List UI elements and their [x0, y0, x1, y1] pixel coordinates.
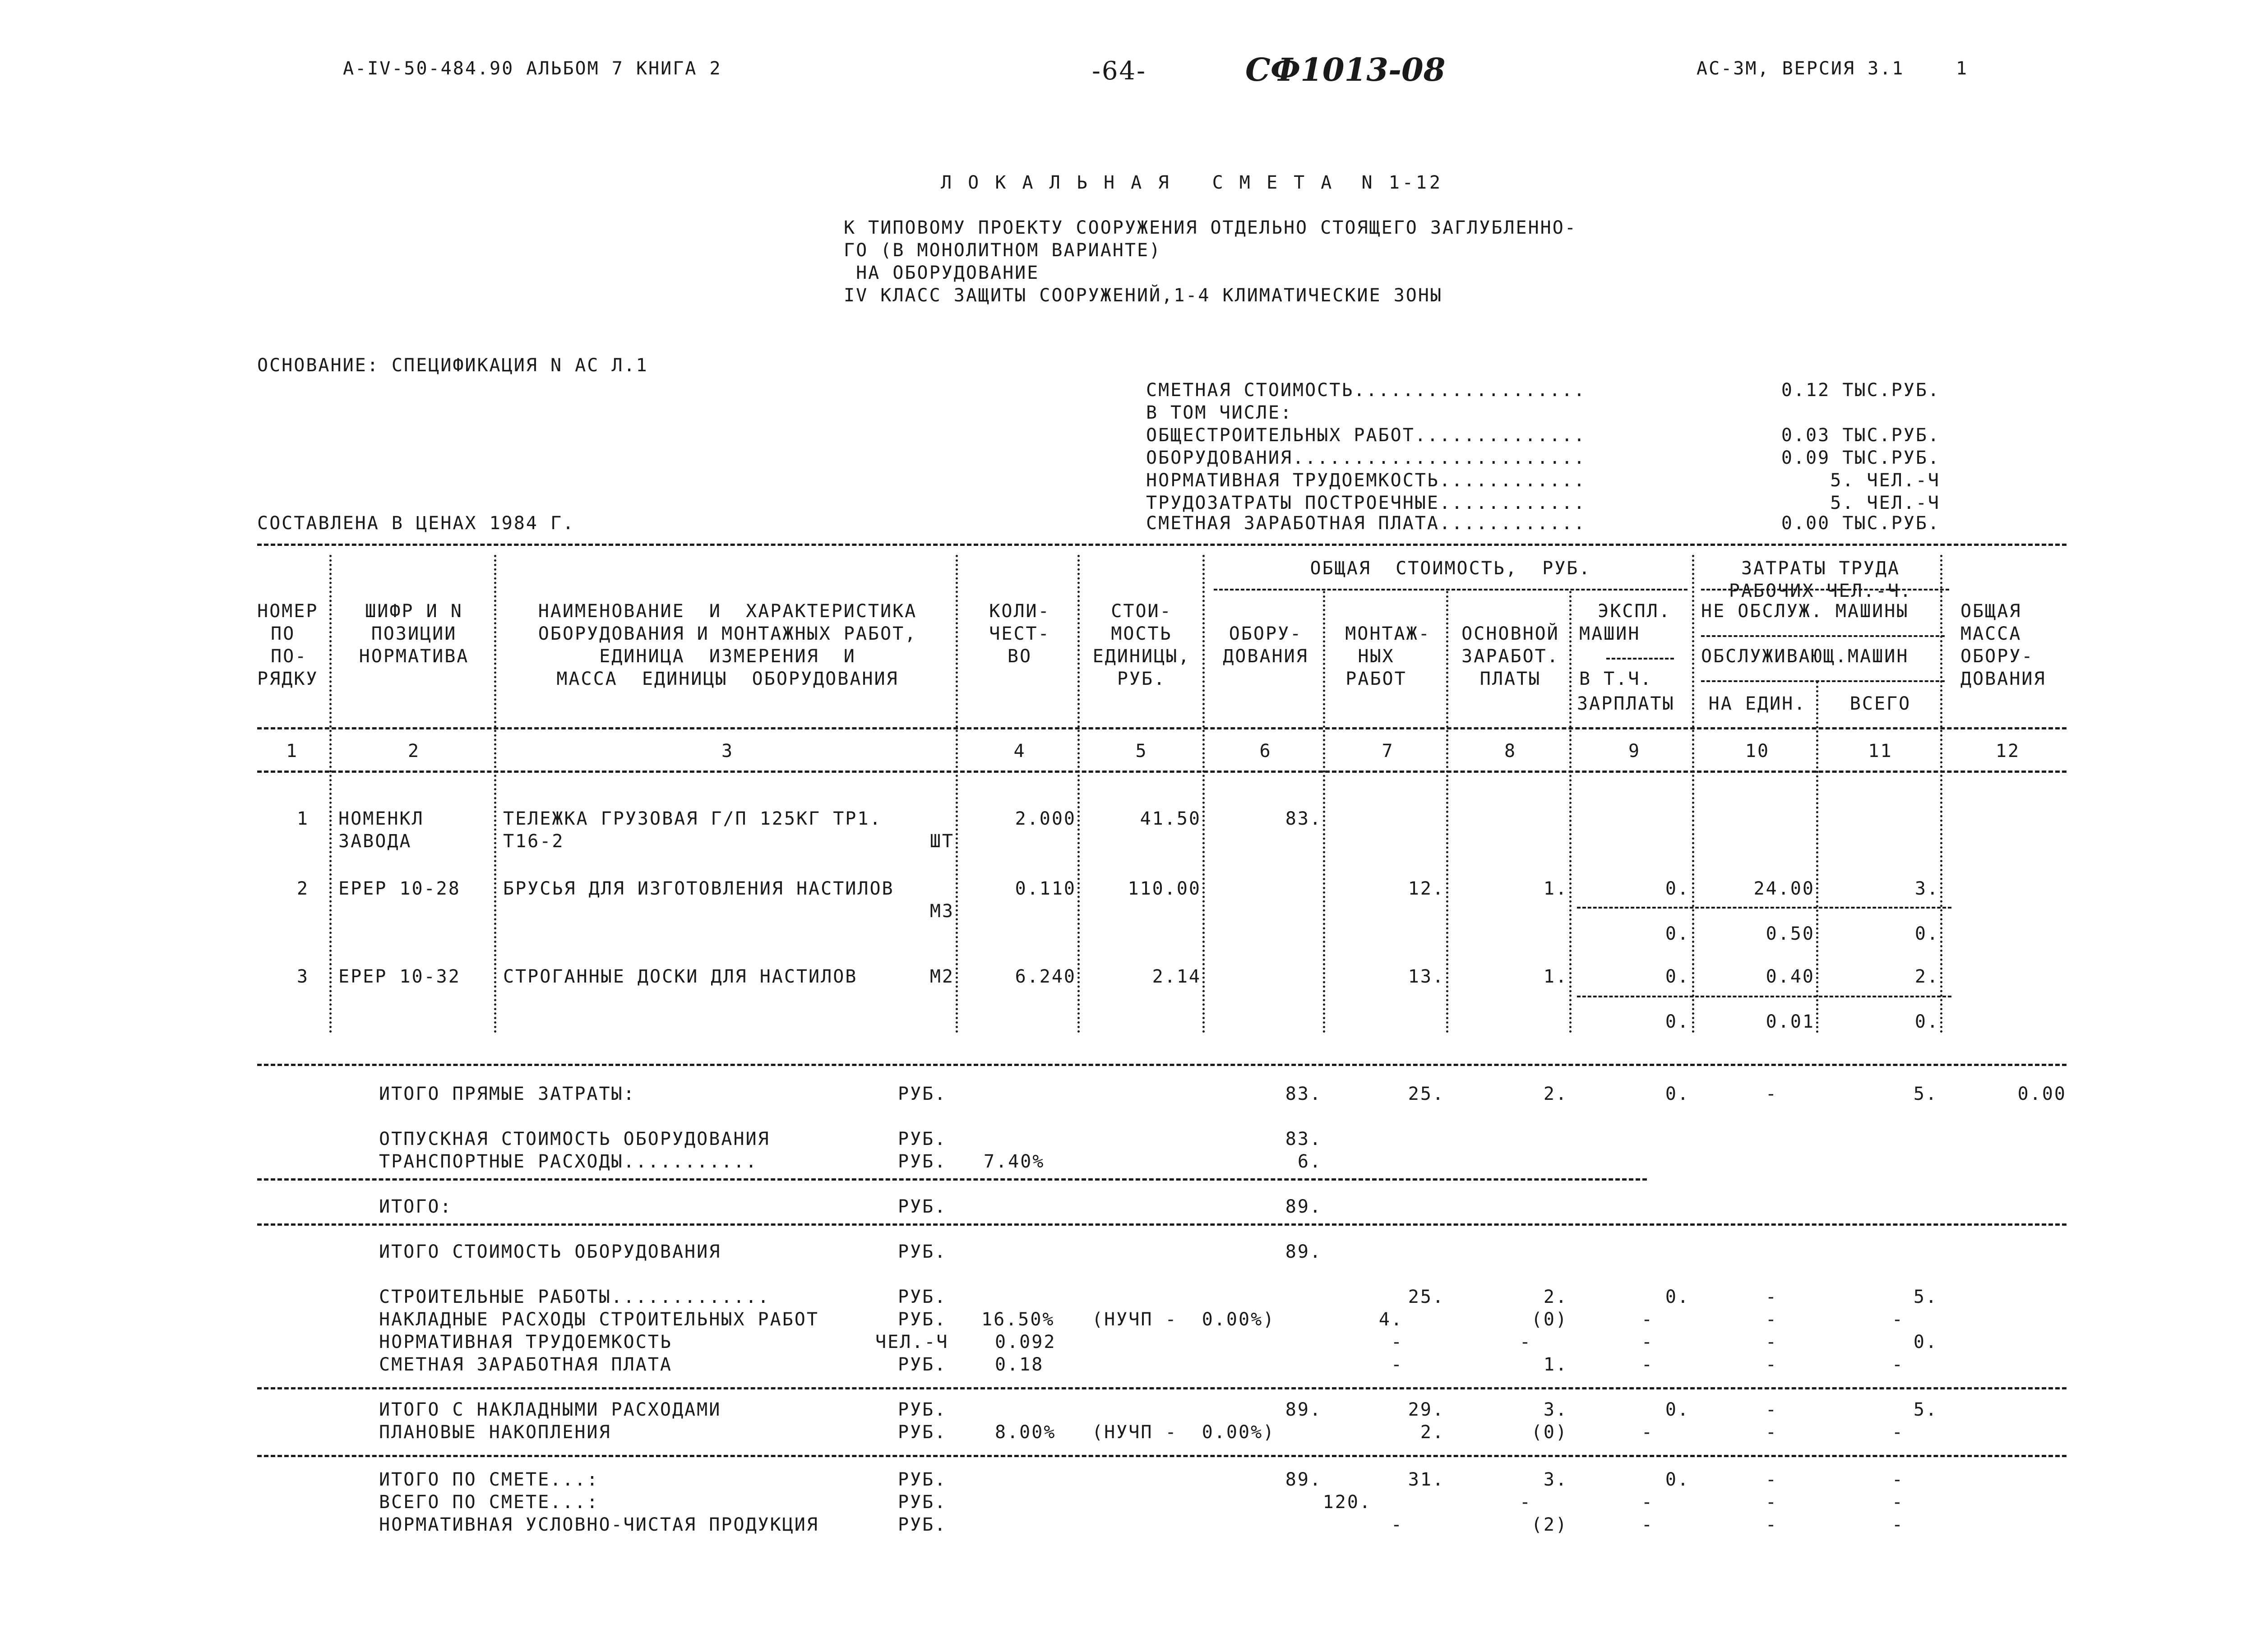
header-col6: ОБОРУ-: [1229, 623, 1303, 644]
table-rule: [257, 1223, 2066, 1226]
row-total-labor: 2.: [1914, 966, 1939, 987]
header-col8: ПЛАТЫ: [1479, 669, 1541, 689]
totals-base: (2): [1531, 1514, 1568, 1535]
totals-unit-labor: -: [1765, 1422, 1778, 1443]
totals-equip: 83.: [1285, 1129, 1322, 1149]
row-qty: 2.000: [1015, 808, 1076, 829]
totals-mach: 0.: [1665, 1084, 1690, 1104]
header-col4: ЧЕСТ-: [989, 623, 1050, 644]
totals-mont: -: [1391, 1514, 1403, 1535]
title-line: НА ОБОРУДОВАНИЕ: [844, 263, 1040, 283]
totals-mach: 0.: [1665, 1399, 1690, 1420]
totals-total-labor: -: [1891, 1309, 1904, 1330]
header-col6: ДОВАНИЯ: [1223, 646, 1308, 667]
totals-unit: РУБ.: [898, 1492, 947, 1513]
column-separator: [1569, 591, 1577, 1033]
row-mont: 12.: [1408, 878, 1445, 899]
row-mach: 0.: [1665, 966, 1690, 987]
totals-total-labor: -: [1891, 1492, 1904, 1513]
row-sub-rule: [1577, 996, 1951, 997]
totals-unit: РУБ.: [898, 1129, 947, 1149]
totals-label: ВСЕГО ПО СМЕТЕ...:: [379, 1492, 599, 1513]
header-col9: ЭКСПЛ.: [1598, 601, 1671, 622]
row-equip: 83.: [1285, 808, 1322, 829]
header-col9: ЗАРПЛАТЫ: [1577, 693, 1675, 714]
row-sub-total-labor: 0.: [1914, 923, 1939, 944]
header-col8: ЗАРАБОТ.: [1461, 646, 1559, 667]
totals-mont: 2.: [1420, 1422, 1445, 1443]
column-number: 11: [1868, 741, 1893, 761]
row-sub-unit-labor: 0.01: [1766, 1011, 1815, 1032]
table-rule: [257, 544, 2066, 546]
totals-unit-labor: -: [1765, 1399, 1778, 1420]
row-price: 110.00: [1128, 878, 1201, 899]
header-col4: КОЛИ-: [989, 601, 1050, 622]
table-rule: [257, 1064, 2066, 1066]
summary-label: СМЕТНАЯ СТОИМОСТЬ...................: [1146, 380, 1586, 401]
column-number: 6: [1259, 741, 1272, 761]
header-sub-rule: [1606, 658, 1674, 660]
column-separator: [956, 555, 963, 1033]
totals-mach: 0.: [1665, 1469, 1690, 1490]
totals-label: ИТОГО:: [379, 1196, 453, 1217]
totals-total-labor: -: [1891, 1422, 1904, 1443]
row-number: 3: [296, 966, 309, 987]
totals-total-labor: 5.: [1913, 1084, 1938, 1104]
totals-unit-labor: -: [1765, 1469, 1778, 1490]
header-col5: ЕДИНИЦЫ,: [1092, 646, 1191, 667]
totals-label: НОРМАТИВНАЯ УСЛОВНО-ЧИСТАЯ ПРОДУКЦИЯ: [379, 1514, 819, 1535]
header-col9: МАШИН: [1579, 623, 1641, 644]
totals-mach: -: [1641, 1332, 1654, 1352]
totals-unit: РУБ.: [898, 1196, 947, 1217]
row-total-labor: 3.: [1914, 878, 1939, 899]
totals-label: ИТОГО С НАКЛАДНЫМИ РАСХОДАМИ: [379, 1399, 721, 1420]
row-sub-mach: 0.: [1665, 923, 1690, 944]
header-col5: СТОИ-: [1111, 601, 1172, 622]
totals-base: 2.: [1543, 1287, 1568, 1307]
row-name: БРУСЬЯ ДЛЯ ИЗГОТОВЛЕНИЯ НАСТИЛОВ: [503, 878, 894, 899]
header-labor-sub: ОБСЛУЖИВАЮЩ.МАШИН: [1701, 646, 1909, 667]
column-number: 5: [1135, 741, 1148, 761]
totals-mass: 0.00: [2017, 1084, 2066, 1104]
totals-base: -: [1519, 1332, 1532, 1352]
row-number: 1: [296, 808, 309, 829]
totals-label: СТРОИТЕЛЬНЫЕ РАБОТЫ.............: [379, 1287, 770, 1307]
totals-rate: 7.40%: [984, 1151, 1045, 1172]
header-col11: ВСЕГО: [1849, 693, 1911, 714]
table-rule: [257, 1387, 2066, 1389]
header-col12: МАССА: [1960, 623, 2022, 644]
compiled-prices: СОСТАВЛЕНА В ЦЕНАХ 1984 Г.: [257, 513, 575, 534]
totals-unit: РУБ.: [898, 1354, 947, 1375]
totals-unit-labor: -: [1765, 1492, 1778, 1513]
basis: ОСНОВАНИЕ: СПЕЦИФИКАЦИЯ N АС Л.1: [257, 355, 648, 376]
totals-label: ОТПУСКНАЯ СТОИМОСТЬ ОБОРУДОВАНИЯ: [379, 1129, 770, 1149]
totals-base: 2.: [1543, 1084, 1568, 1104]
column-number: 7: [1382, 741, 1394, 761]
column-number: 3: [721, 741, 734, 761]
header-col2: НОРМАТИВА: [359, 646, 469, 667]
totals-equip: 89.: [1285, 1196, 1322, 1217]
column-number: 12: [1995, 741, 2020, 761]
totals-mont: 25.: [1408, 1084, 1445, 1104]
header-col1: НОМЕР: [257, 601, 319, 622]
totals-label: ПЛАНОВЫЕ НАКОПЛЕНИЯ: [379, 1422, 611, 1443]
row-code: ЗАВОДА: [338, 831, 412, 852]
column-separator: [1940, 555, 1948, 1033]
header-col4: ВО: [1007, 646, 1032, 667]
row-sub-unit-labor: 0.50: [1766, 923, 1815, 944]
header-col7: РАБОТ: [1345, 669, 1407, 689]
row-base: 1.: [1543, 878, 1568, 899]
totals-rate: 16.50%: [981, 1309, 1055, 1330]
totals-total-labor: 5.: [1913, 1287, 1938, 1307]
table-rule: [257, 1455, 2066, 1457]
table-rule: [257, 771, 2066, 773]
title-line: ГО (В МОНОЛИТНОМ ВАРИАНТЕ): [844, 240, 1162, 261]
totals-total-labor: -: [1891, 1514, 1904, 1535]
summary-label: ОБОРУДОВАНИЯ........................: [1146, 448, 1586, 468]
totals-all: 120.: [1322, 1492, 1372, 1513]
header-group-cost: ОБЩАЯ СТОИМОСТЬ, РУБ.: [1310, 558, 1591, 579]
summary-value: 5. ЧЕЛ.-Ч: [1830, 470, 1940, 491]
summary-label: ОБЩЕСТРОИТЕЛЬНЫХ РАБОТ..............: [1146, 425, 1586, 446]
handwritten-code: СФ1013-08: [1245, 51, 1446, 88]
totals-label: ИТОГО ПРЯМЫЕ ЗАТРАТЫ:: [379, 1084, 636, 1104]
title-line: К ТИПОВОМУ ПРОЕКТУ СООРУЖЕНИЯ ОТДЕЛЬНО СТОЯЩЕГО ЗАГЛУБЛЕННО-: [844, 217, 1577, 238]
summary-value: 0.03 ТЫС.РУБ.: [1781, 425, 1940, 446]
row-unit-labor: 24.00: [1753, 878, 1815, 899]
totals-base: -: [1519, 1492, 1532, 1513]
row-price: 41.50: [1140, 808, 1201, 829]
header-col5: РУБ.: [1117, 669, 1166, 689]
summary-value: 0.12 ТЫС.РУБ.: [1781, 380, 1940, 401]
row-mach: 0.: [1665, 878, 1690, 899]
column-number: 10: [1745, 741, 1770, 761]
row-base: 1.: [1543, 966, 1568, 987]
totals-mont: 31.: [1408, 1469, 1445, 1490]
totals-unit: ЧЕЛ.-Ч: [875, 1332, 949, 1352]
row-price: 2.14: [1152, 966, 1201, 987]
header-sub-rule: [1214, 589, 1687, 591]
totals-label: ТРАНСПОРТНЫЕ РАСХОДЫ...........: [379, 1151, 758, 1172]
totals-mach: -: [1641, 1514, 1654, 1535]
totals-label: ИТОГО ПО СМЕТЕ...:: [379, 1469, 599, 1490]
header-group-labor: РАБОЧИХ ЧЕЛ.-Ч.: [1729, 581, 1913, 601]
totals-total-labor: 5.: [1913, 1399, 1938, 1420]
header-sub-rule: [1701, 635, 1945, 637]
totals-base: (0): [1531, 1422, 1568, 1443]
column-number: 9: [1628, 741, 1641, 761]
totals-mach: 0.: [1665, 1287, 1690, 1307]
totals-mach: -: [1641, 1354, 1654, 1375]
column-number: 1: [286, 741, 299, 761]
totals-mont: 29.: [1408, 1399, 1445, 1420]
row-name: ТЕЛЕЖКА ГРУЗОВАЯ Г/П 125КГ ТР1.: [503, 808, 882, 829]
totals-unit: РУБ.: [898, 1399, 947, 1420]
totals-equip: 6.: [1297, 1151, 1322, 1172]
totals-equip: 89.: [1285, 1469, 1322, 1490]
totals-unit-labor: -: [1765, 1332, 1778, 1352]
totals-mach: -: [1641, 1492, 1654, 1513]
totals-mont: -: [1391, 1354, 1403, 1375]
totals-mach: -: [1641, 1422, 1654, 1443]
totals-equip: 89.: [1285, 1241, 1322, 1262]
totals-mont: 25.: [1408, 1287, 1445, 1307]
totals-label: НОРМАТИВНАЯ ТРУДОЕМКОСТЬ: [379, 1332, 672, 1352]
row-mont: 13.: [1408, 966, 1445, 987]
row-sub-total-labor: 0.: [1914, 1011, 1939, 1032]
totals-rate: 0.092: [995, 1332, 1056, 1352]
totals-unit-labor: -: [1765, 1084, 1778, 1104]
summary-label: В ТОМ ЧИСЛЕ:: [1146, 402, 1293, 423]
header-col7: НЫХ: [1358, 646, 1395, 667]
row-name: Т16-2: [503, 831, 564, 852]
header-col12: ОБОРУ-: [1960, 646, 2034, 667]
totals-note: (НУЧП - 0.00%): [1092, 1422, 1276, 1443]
totals-mont: 4.: [1378, 1309, 1403, 1330]
totals-unit: РУБ.: [898, 1514, 947, 1535]
row-unit: М3: [929, 901, 954, 922]
row-sub-mach: 0.: [1665, 1011, 1690, 1032]
table-rule: [257, 727, 2066, 729]
header-col3: ОБОРУДОВАНИЯ И МОНТАЖНЫХ РАБОТ,: [538, 623, 917, 644]
totals-unit: РУБ.: [898, 1151, 947, 1172]
totals-equip: 89.: [1285, 1399, 1322, 1420]
totals-unit: РУБ.: [898, 1422, 947, 1443]
totals-unit-labor: -: [1765, 1287, 1778, 1307]
header-col5: МОСТЬ: [1111, 623, 1172, 644]
header-col10: НА ЕДИН.: [1708, 693, 1807, 714]
album-reference: А-IV-50-484.90 АЛЬБОМ 7 КНИГА 2: [343, 58, 722, 79]
totals-unit: РУБ.: [898, 1241, 947, 1262]
totals-unit: РУБ.: [898, 1469, 947, 1490]
totals-unit-labor: -: [1765, 1514, 1778, 1535]
totals-total-labor: -: [1891, 1469, 1904, 1490]
header-col7: МОНТАЖ-: [1345, 623, 1431, 644]
page-number: -64-: [1092, 56, 1147, 86]
totals-label: НАКЛАДНЫЕ РАСХОДЫ СТРОИТЕЛЬНЫХ РАБОТ: [379, 1309, 819, 1330]
row-number: 2: [296, 878, 309, 899]
summary-value: 5. ЧЕЛ.-Ч: [1830, 493, 1940, 513]
column-separator: [1692, 555, 1700, 1033]
row-unit: ШТ: [929, 831, 954, 852]
summary-label: ТРУДОЗАТРАТЫ ПОСТРОЕЧНЫЕ............: [1146, 493, 1586, 513]
totals-label: ИТОГО СТОИМОСТЬ ОБОРУДОВАНИЯ: [379, 1241, 721, 1262]
summary-value: 0.09 ТЫС.РУБ.: [1781, 448, 1940, 468]
header-col3: ЕДИНИЦА ИЗМЕРЕНИЯ И: [599, 646, 856, 667]
totals-unit-labor: -: [1765, 1309, 1778, 1330]
totals-base: 3.: [1543, 1399, 1568, 1420]
header-col3: МАССА ЕДИНИЦЫ ОБОРУДОВАНИЯ: [556, 669, 899, 689]
totals-base: 3.: [1543, 1469, 1568, 1490]
header-labor-sub: НЕ ОБСЛУЖ. МАШИНЫ: [1701, 601, 1909, 622]
summary-value: 0.00 ТЫС.РУБ.: [1781, 513, 1940, 534]
row-code: ЕРЕР 10-32: [338, 966, 461, 987]
header-col1: ПО-: [271, 646, 308, 667]
totals-mach: -: [1641, 1309, 1654, 1330]
program-version: АС-3М, ВЕРСИЯ 3.1: [1697, 58, 1905, 79]
row-qty: 6.240: [1015, 966, 1076, 987]
header-col1: РЯДКУ: [257, 669, 319, 689]
totals-rate: 0.18: [995, 1354, 1044, 1375]
row-unit-labor: 0.40: [1766, 966, 1815, 987]
row-code: ЕРЕР 10-28: [338, 878, 461, 899]
column-number: 8: [1504, 741, 1517, 761]
totals-base: 1.: [1543, 1354, 1568, 1375]
totals-total-labor: 0.: [1913, 1332, 1938, 1352]
totals-base: (0): [1531, 1309, 1568, 1330]
row-code: НОМЕНКЛ: [338, 808, 424, 829]
totals-rate: 8.00%: [995, 1422, 1056, 1443]
column-number: 4: [1013, 741, 1026, 761]
title-line: IV КЛАСС ЗАЩИТЫ СООРУЖЕНИЙ,1-4 КЛИМАТИЧЕСКИЕ ЗОНЫ: [844, 285, 1443, 306]
summary-label: НОРМАТИВНАЯ ТРУДОЕМКОСТЬ............: [1146, 470, 1586, 491]
header-col9: В Т.Ч.: [1579, 669, 1653, 689]
header-col12: ОБЩАЯ: [1960, 601, 2022, 622]
row-name: СТРОГАННЫЕ ДОСКИ ДЛЯ НАСТИЛОВ: [503, 966, 858, 987]
document-title: Л О К А Л Ь Н А Я С М Е Т А N 1-12: [941, 172, 1443, 193]
header-col2: ШИФР И N: [365, 601, 463, 622]
header-col3: НАИМЕНОВАНИЕ И ХАРАКТЕРИСТИКА: [538, 601, 917, 622]
totals-unit-labor: -: [1765, 1354, 1778, 1375]
row-sub-rule: [1577, 907, 1951, 909]
totals-unit: РУБ.: [898, 1309, 947, 1330]
header-group-labor: ЗАТРАТЫ ТРУДА: [1741, 558, 1900, 579]
header-col8: ОСНОВНОЙ: [1461, 623, 1559, 644]
totals-total-labor: -: [1891, 1354, 1904, 1375]
row-qty: 0.110: [1015, 878, 1076, 899]
totals-note: (НУЧП - 0.00%): [1092, 1309, 1276, 1330]
table-rule: [257, 1178, 1647, 1181]
header-col2: ПОЗИЦИИ: [371, 623, 457, 644]
column-separator: [1323, 591, 1331, 1033]
column-number: 2: [407, 741, 421, 761]
totals-unit: РУБ.: [898, 1287, 947, 1307]
totals-equip: 83.: [1285, 1084, 1322, 1104]
row-unit: М2: [929, 966, 954, 987]
totals-unit: РУБ.: [898, 1084, 947, 1104]
totals-mont: -: [1391, 1332, 1403, 1352]
header-col1: ПО: [271, 623, 296, 644]
header-col12: ДОВАНИЯ: [1960, 669, 2046, 689]
totals-label: СМЕТНАЯ ЗАРАБОТНАЯ ПЛАТА: [379, 1354, 672, 1375]
sheet-number: 1: [1956, 58, 1969, 79]
summary-label: СМЕТНАЯ ЗАРАБОТНАЯ ПЛАТА............: [1146, 513, 1586, 534]
